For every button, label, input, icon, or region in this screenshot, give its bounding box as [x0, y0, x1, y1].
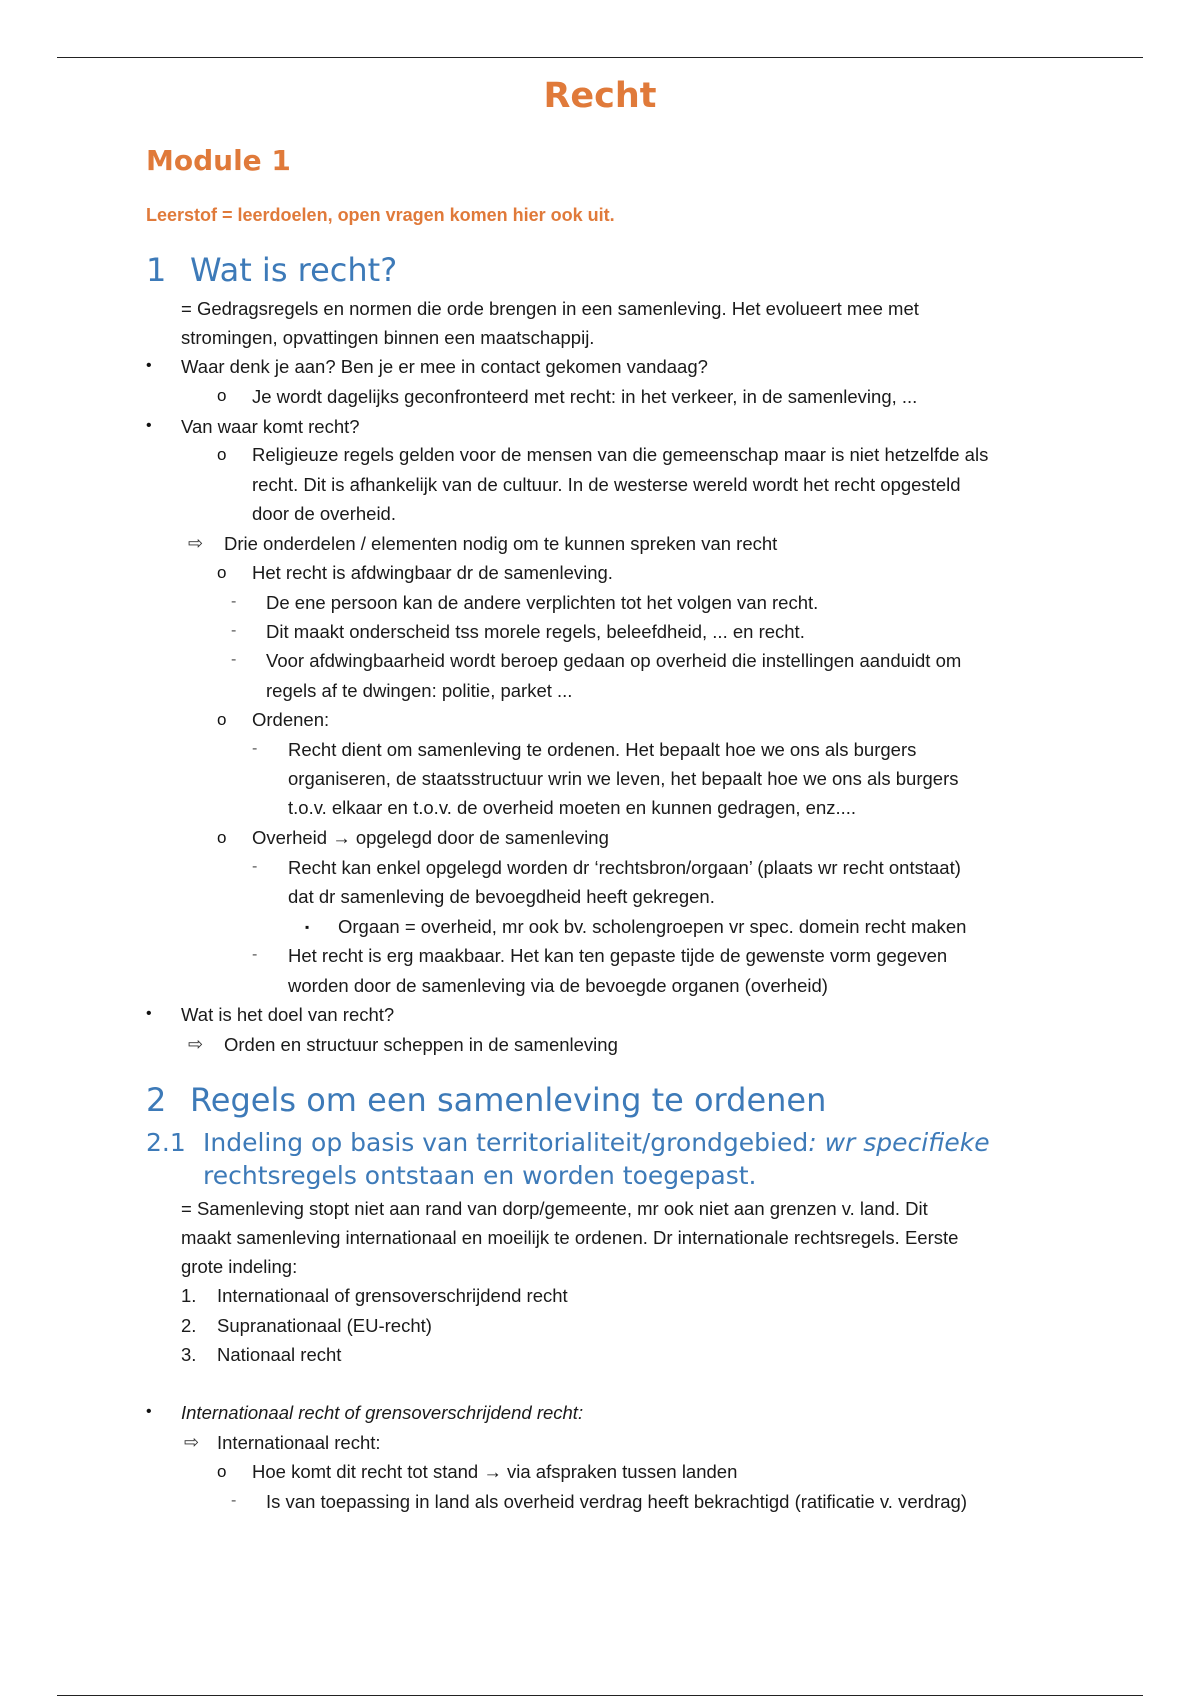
s1-element-2-dash-1-line-3: t.o.v. elkaar en t.o.v. de overheid moeten en kunnen gedragen, enz....: [288, 797, 857, 818]
s1-element-2: Ordenen:: [252, 709, 330, 730]
s1-bullet-1: Waar denk je aan? Ben je er mee in contact gekomen vandaag?: [181, 356, 708, 377]
s1-element-3-dash-2-line-1: Het recht is erg maakbaar. Het kan ten gepaste tijde de gewenste vorm gegeven: [288, 945, 948, 966]
s1-element-1-dash-3-line-2: regels af te dwingen: politie, parket ...: [266, 680, 573, 701]
list-item: Nationaal recht: [217, 1344, 342, 1365]
circle-bullet-icon: o: [217, 563, 227, 582]
s2-paragraph-line-2: maakt samenleving internationaal en moeilijk te ordenen. Dr internationale rechtsregels. Eerste: [181, 1227, 959, 1248]
s1-element-1-dash-2: Dit maakt onderscheid tss morele regels, beleefdheid, ... en recht.: [266, 621, 805, 642]
bullet-icon: •: [146, 1005, 152, 1022]
section-2-title: Regels om een samenleving te ordenen: [190, 1081, 827, 1119]
arrow-icon: ⇨: [184, 1432, 200, 1452]
document-title: Recht: [543, 76, 657, 116]
circle-bullet-icon: o: [217, 710, 227, 729]
s1-element-3-square-1: Orgaan = overheid, mr ook bv. scholengroepen vr spec. domein recht maken: [338, 916, 967, 937]
s1-element-2-dash-1-line-2: organiseren, de staatsstructuur wrin we leven, het bepaalt hoe we ons als burgers: [288, 768, 959, 789]
section-2-1-title: Indeling op basis van territorialiteit/grondgebied: [203, 1128, 809, 1157]
s1-definition-line-2: stromingen, opvattingen binnen een maatschappij.: [181, 327, 595, 348]
section-2-1-title-italic: : wr specifieke: [808, 1128, 990, 1157]
section-2-heading: [146, 1081, 826, 1119]
circle-bullet-icon: o: [217, 828, 227, 847]
arrow-icon: ⇨: [188, 533, 204, 553]
section-2-number: 2: [146, 1081, 167, 1119]
s1-element-3-dash-2-line-2: worden door de samenleving via de bevoegde organen (overheid): [288, 975, 828, 996]
dash-icon: -: [252, 740, 258, 757]
s1-bullet-2-sub-line-3: door de overheid.: [252, 503, 396, 524]
dash-icon: -: [231, 1492, 237, 1509]
s1-definition-line-1: = Gedragsregels en normen die orde brengen in een samenleving. Het evolueert mee met: [181, 298, 919, 319]
list-number: 3.: [181, 1344, 197, 1365]
s2-paragraph-line-1: = Samenleving stopt niet aan rand van dorp/gemeente, mr ook niet aan grenzen v. land. Dit: [181, 1198, 928, 1219]
section-2-1-number: 2.1: [146, 1128, 186, 1157]
s1-element-3-dash-1-line-2: dat dr samenleving de bevoegdheid heeft gekregen.: [288, 886, 715, 907]
s1-bullet-1-sub: Je wordt dagelijks geconfronteerd met recht: in het verkeer, in de samenleving, ...: [252, 386, 918, 407]
s2-paragraph-line-3: grote indeling:: [181, 1256, 298, 1277]
circle-bullet-icon: o: [217, 445, 227, 464]
s1-arrow-2: Orden en structuur scheppen in de samenleving: [224, 1034, 618, 1055]
section-2-1-heading: [146, 1128, 990, 1157]
s1-element-1: Het recht is afdwingbaar dr de samenleving.: [252, 562, 613, 583]
list-number: 1.: [181, 1285, 197, 1306]
s1-element-3: Overheid → opgelegd door de samenleving: [252, 827, 609, 848]
list-item: Internationaal of grensoverschrijdend recht: [217, 1285, 568, 1306]
circle-bullet-icon: o: [217, 1462, 227, 1481]
section-1-heading: [146, 251, 397, 289]
s2-arrow-1: Internationaal recht:: [217, 1432, 381, 1453]
s1-element-1-dash-3-line-1: Voor afdwingbaarheid wordt beroep gedaan op overheid die instellingen aanduidt om: [266, 650, 962, 671]
header-rule: [57, 57, 1143, 58]
s1-bullet-2: Van waar komt recht?: [181, 416, 360, 437]
bullet-icon: •: [146, 357, 152, 374]
dash-icon: -: [252, 946, 258, 963]
dash-icon: -: [231, 593, 237, 610]
section-2-1-title-italic-line-2: rechtsregels ontstaan en worden toegepast.: [203, 1161, 757, 1190]
s1-bullet-2-sub-line-1: Religieuze regels gelden voor de mensen van die gemeenschap maar is niet hetzelfde als: [252, 444, 989, 465]
s1-element-1-dash-1: De ene persoon kan de andere verplichten tot het volgen van recht.: [266, 592, 819, 613]
bullet-icon: •: [146, 417, 152, 434]
footer-rule: [57, 1695, 1143, 1696]
list-number: 2.: [181, 1315, 197, 1336]
square-bullet-icon: ▪: [305, 920, 310, 934]
s2-circle-1-dash-1: Is van toepassing in land als overheid verdrag heeft bekrachtigd (ratificatie v. verdrag): [266, 1491, 967, 1512]
s2-bullet-1: Internationaal recht of grensoverschrijdend recht:: [181, 1402, 584, 1423]
bullet-icon: •: [146, 1403, 152, 1420]
list-item: Supranationaal (EU-recht): [217, 1315, 432, 1336]
dash-icon: -: [231, 651, 237, 668]
s1-arrow-1: Drie onderdelen / elementen nodig om te kunnen spreken van recht: [224, 533, 778, 554]
s1-element-2-dash-1-line-1: Recht dient om samenleving te ordenen. Het bepaalt hoe we ons als burgers: [288, 739, 917, 760]
circle-bullet-icon: o: [217, 386, 227, 405]
leerstof-note: Leerstof = leerdoelen, open vragen komen hier ook uit.: [146, 205, 615, 225]
s1-bullet-2-sub-line-2: recht. Dit is afhankelijk van de cultuur. In de westerse wereld wordt het recht opgesteld: [252, 474, 961, 495]
module-heading: Module 1: [146, 144, 291, 177]
s1-element-3-dash-1-line-1: Recht kan enkel opgelegd worden dr ‘rechtsbron/orgaan’ (plaats wr recht ontstaat): [288, 857, 961, 878]
section-1-title: Wat is recht?: [190, 251, 398, 289]
dash-icon: -: [252, 858, 258, 875]
section-1-number: 1: [146, 251, 167, 289]
dash-icon: -: [231, 622, 237, 639]
arrow-icon: ⇨: [188, 1034, 204, 1054]
s2-circle-1: Hoe komt dit recht tot stand → via afspraken tussen landen: [252, 1461, 738, 1482]
s1-bullet-3: Wat is het doel van recht?: [181, 1004, 395, 1025]
